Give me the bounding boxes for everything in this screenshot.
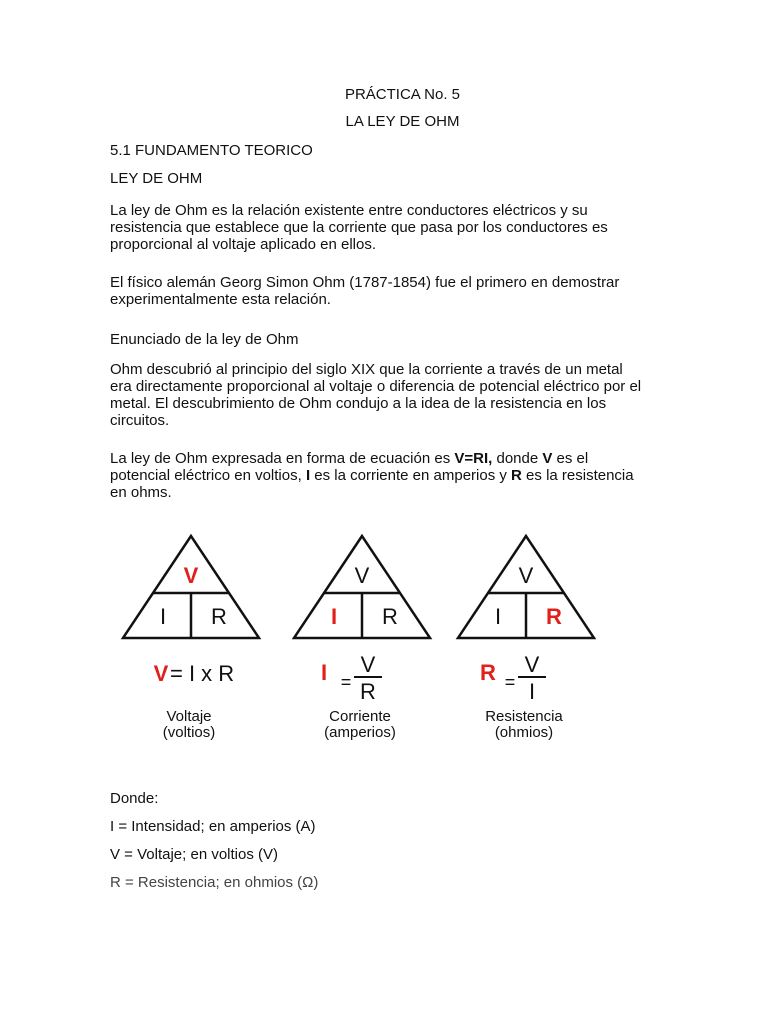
formula-denominator: I [528, 679, 536, 704]
caption-unit: (voltios) [162, 724, 216, 741]
formula-numerator: V [524, 652, 540, 677]
formula-variable: R [480, 660, 496, 685]
caption-unit: (ohmios) [494, 724, 554, 741]
triangle-left-label: I [159, 604, 167, 629]
caption-name: Corriente [329, 708, 391, 725]
triangle-left-label: I [494, 604, 502, 629]
paragraph-line: potencial eléctrico en voltios, I es la corriente en amperios y R es la resistencia [110, 467, 634, 484]
paragraph-line: era directamente proporcional al voltaje o diferencia de potencial eléctrico por el [110, 378, 642, 395]
triangle-right-label: R [211, 604, 227, 629]
paragraph-line: metal. El descubrimiento de Ohm condujo a la idea de la resistencia en los [110, 395, 607, 412]
caption-name: Resistencia [485, 708, 563, 725]
formula-numerator: V [360, 652, 376, 677]
subject-title: LA LEY DE OHM [345, 113, 460, 130]
formula-expression: = I x R [170, 661, 235, 686]
ohm-triangles-diagram [0, 520, 768, 750]
triangle-top-label: V [518, 563, 534, 588]
paragraph-line: resistencia que establece que la corriente que pasa por los conductores es [110, 219, 608, 236]
triangle-top-label: V [354, 563, 370, 588]
paragraph-line: en ohms. [110, 484, 172, 501]
paragraph-line: La ley de Ohm es la relación existente entre conductores eléctricos y su [110, 202, 588, 219]
formula-variable: V [153, 661, 169, 686]
definition-voltage: V = Voltaje; en voltios (V) [110, 846, 279, 863]
definition-intensity: I = Intensidad; en amperios (A) [110, 818, 316, 835]
equation-text: V=RI, [454, 450, 493, 467]
section-heading: 5.1 FUNDAMENTO TEORICO [110, 142, 313, 159]
paragraph-history [110, 274, 670, 308]
paragraph-line: circuitos. [110, 412, 170, 429]
triangle-right-label: R [546, 604, 562, 629]
paragraph-statement [110, 361, 670, 429]
paragraph-line: La ley de Ohm expresada en forma de ecuación es V=RI, donde V es el [110, 450, 589, 467]
section-subheading: LEY DE OHM [110, 170, 203, 187]
definitions-intro: Donde: [110, 790, 159, 807]
formula-equals: = [504, 672, 516, 692]
paragraph-line: Ohm descubrió al principio del siglo XIX que la corriente a través de un metal [110, 361, 623, 378]
triangle-top-label: V [183, 563, 199, 588]
caption-name: Voltaje [166, 708, 212, 725]
paragraph-line: experimentalmente esta relación. [110, 291, 331, 308]
paragraph-line: proporcional al voltaje aplicado en ellos. [110, 236, 377, 253]
paragraph-line: El físico alemán Georg Simon Ohm (1787-1854) fue el primero en demostrar [110, 274, 620, 291]
formula-variable: I [320, 660, 328, 685]
paragraph-equation [110, 450, 670, 501]
caption-unit: (amperios) [324, 724, 396, 741]
formula-denominator: R [360, 679, 376, 704]
triangle-left-label: I [330, 604, 338, 629]
triangle-right-label: R [382, 604, 398, 629]
formula-equals: = [340, 672, 352, 692]
paragraph-definition [110, 202, 670, 253]
statement-heading: Enunciado de la ley de Ohm [110, 331, 299, 348]
definition-resistance: R = Resistencia; en ohmios (Ω) [110, 874, 319, 891]
practice-title: PRÁCTICA No. 5 [344, 86, 461, 103]
